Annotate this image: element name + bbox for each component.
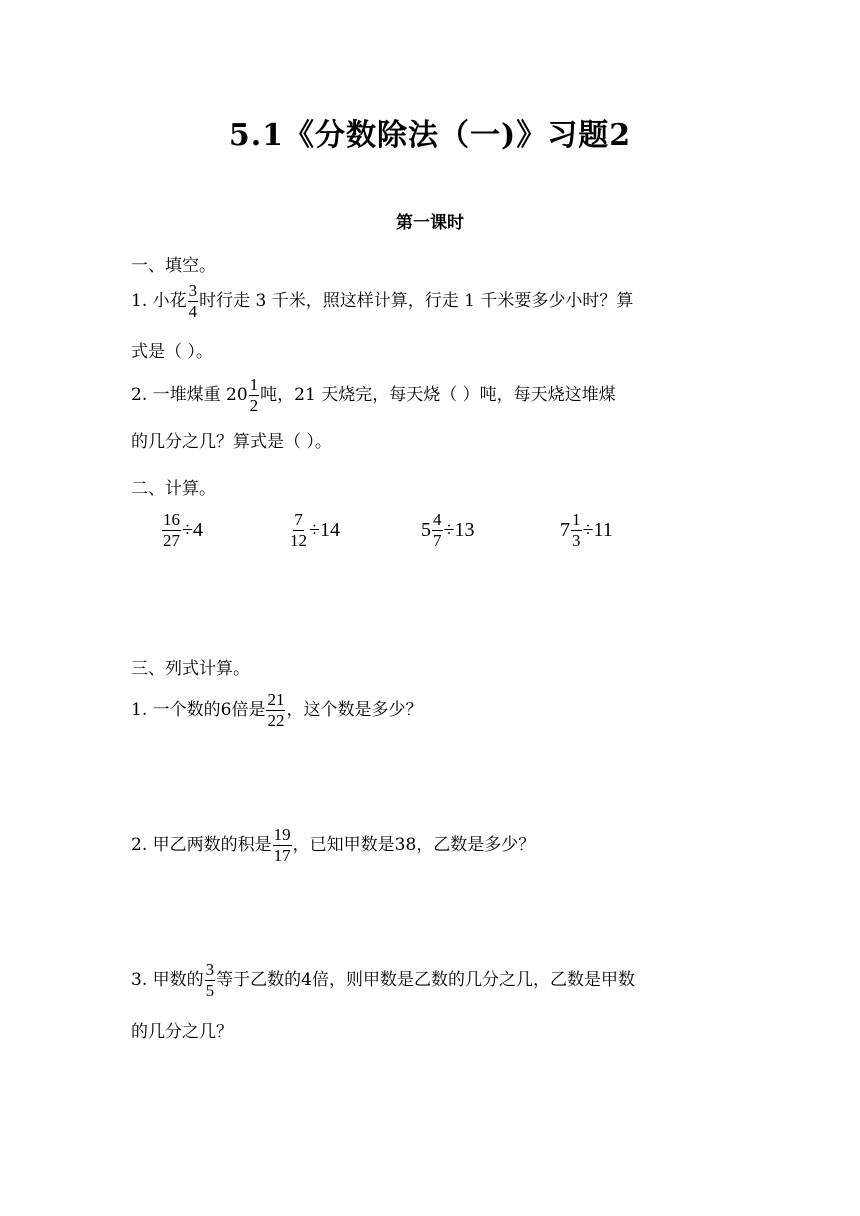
word-problem-3 [131,959,635,1000]
calc-whole: 5 [421,519,431,541]
wp3-prefix: 3. 甲数的 [131,970,204,990]
fraction-numerator: 16 [163,510,180,529]
fraction-numerator: 4 [433,510,442,529]
calc-whole: 7 [560,519,570,541]
calc-item-3 [421,511,474,550]
fraction [266,691,285,730]
fill-question-2 [131,374,616,415]
lesson-subtitle: 第一课时 [396,213,464,233]
page-title: 5.1《分数除法（一)》习题2 [228,118,632,153]
fraction [432,511,443,550]
fraction-denominator: 12 [290,531,307,550]
fraction [571,511,582,550]
fraction [273,826,292,865]
word-problem-1 [131,689,423,730]
fraction-denominator: 27 [163,531,180,550]
q1-suffix: 时行走 3 千米，照这样计算，行走 1 千米要多少小时？算 [199,291,634,311]
calc-item-4 [560,511,613,550]
fraction-numerator: 3 [188,280,198,300]
word-problem-2 [131,824,536,865]
fraction-denominator: 4 [188,301,198,321]
fraction-numerator: 7 [294,510,303,529]
fraction-numerator: 1 [572,510,581,529]
calc-operation: ÷11 [582,519,613,541]
calc-operation: ÷4 [182,519,203,541]
q2-prefix: 2. 一堆煤重 20 [131,385,248,405]
q2-suffix: 吨，21 天烧完，每天烧（ ）吨，每天烧这堆煤 [260,385,616,405]
fraction [162,511,181,550]
calc-operation: ÷13 [443,519,475,541]
fraction-numerator: 3 [205,959,215,979]
fraction [188,282,199,321]
fraction-numerator: 1 [249,374,259,394]
fraction [289,511,308,550]
fill-question-2-line2: 的几分之几？算式是（ ）。 [131,432,332,452]
word-problem-3-line2: 的几分之几？ [131,1022,233,1042]
section2-heading: 二、计算。 [131,479,216,499]
fraction-denominator: 17 [273,845,291,865]
fraction [205,961,216,1000]
fill-question-1 [131,280,634,321]
fraction-denominator: 2 [249,395,259,415]
wp2-prefix: 2. 甲乙两数的积是 [131,835,272,855]
calc-item-2 [288,511,340,550]
calc-operation: ÷14 [309,519,340,541]
fraction-denominator: 3 [572,531,581,550]
wp2-suffix: ，已知甲数是38，乙数是多少？ [292,835,536,855]
wp3-suffix: 等于乙数的4倍，则甲数是乙数的几分之几，乙数是甲数 [216,970,635,990]
fraction-numerator: 19 [273,824,291,844]
calc-item-1 [161,511,203,550]
fraction-denominator: 7 [433,531,442,550]
fraction-denominator: 5 [205,980,215,1000]
wp1-suffix: ，这个数是多少？ [286,700,423,720]
fraction-denominator: 22 [267,710,285,730]
fraction [249,376,260,415]
fill-question-1-line2: 式是（ ）。 [131,342,213,362]
section1-heading: 一、填空。 [131,256,216,276]
section3-heading: 三、列式计算。 [131,659,250,679]
q1-prefix: 1. 小花 [131,291,187,311]
fraction-numerator: 21 [267,689,285,709]
wp1-prefix: 1. 一个数的6倍是 [131,700,266,720]
